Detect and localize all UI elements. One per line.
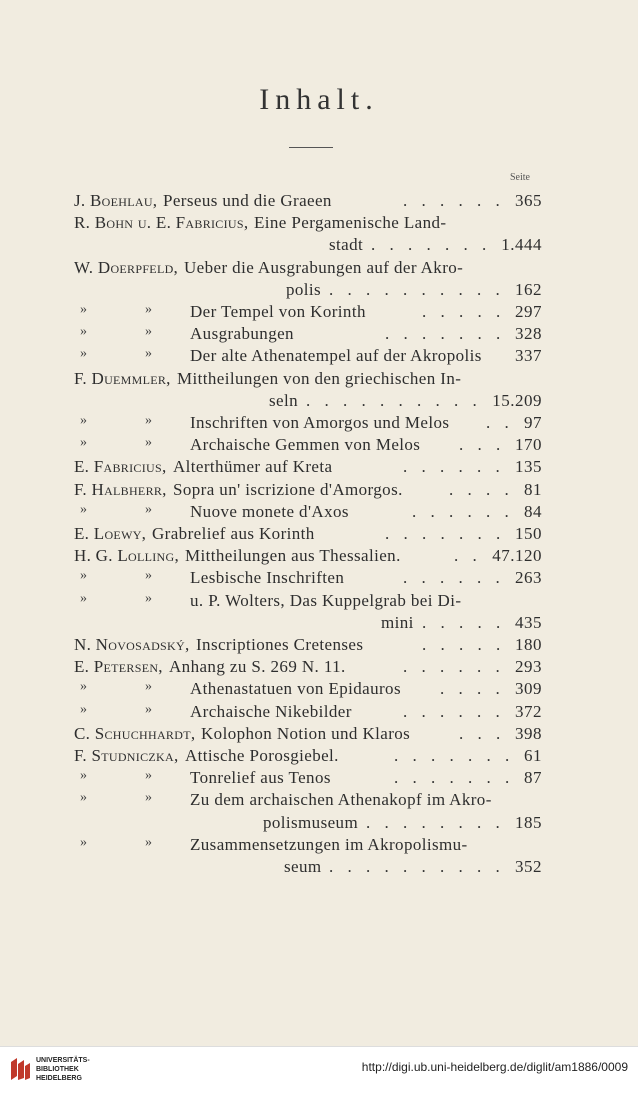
toc-title: Lesbische Inschriften — [190, 568, 345, 588]
leader-dots: . . . . . — [422, 635, 506, 654]
ditto-mark: » — [80, 590, 87, 606]
toc-entry — [0, 258, 638, 280]
toc-title: Anhang zu S. 269 N. 11. — [169, 657, 346, 677]
leader-dots: . . . . . . . — [394, 746, 515, 765]
toc-title: Mittheilungen von den griechischen In- — [177, 368, 462, 388]
ditto-mark: » — [145, 768, 152, 784]
page-number: 435 — [515, 612, 542, 632]
toc-title: Der Tempel von Korinth — [190, 302, 366, 321]
ditto-mark: » — [145, 568, 152, 584]
toc-author: E. Petersen, — [74, 657, 163, 677]
toc-entry — [0, 302, 638, 324]
toc-title: Der alte Athenatempel auf der Akropolis — [190, 346, 482, 366]
library-name-line: UNIVERSITÄTS- — [36, 1057, 90, 1064]
toc-title: Athenastatuen von Epidauros — [190, 679, 401, 699]
page-title: Inhalt. — [259, 83, 379, 116]
page-number: 185 — [515, 812, 542, 832]
leader-dots: . . . . — [449, 479, 514, 499]
ditto-mark: » — [80, 679, 87, 695]
ditto-mark: » — [145, 590, 152, 606]
toc-title: mini — [381, 612, 414, 632]
toc-entry — [0, 502, 638, 524]
leader-dots: . . . . . . — [403, 657, 505, 677]
page-number: 352 — [515, 857, 542, 876]
page-number: 398 — [515, 723, 542, 743]
leader-dots: . . . . — [440, 679, 505, 699]
page-number: 97 — [524, 413, 542, 432]
ditto-mark: » — [145, 435, 152, 451]
library-name-line: BIBLIOTHEK — [36, 1066, 79, 1073]
leader-dots: . . — [486, 413, 514, 432]
university-library-logo-icon — [8, 1056, 32, 1082]
toc-entry — [0, 191, 638, 213]
leader-dots: . . . — [459, 435, 506, 455]
leader-dots: . . . . . . . . . . — [329, 857, 505, 876]
leader-dots: . . . . . . — [403, 701, 505, 721]
toc-entry — [0, 591, 638, 613]
toc-entry — [0, 391, 638, 413]
toc-title: Inscriptiones Cretenses — [196, 635, 364, 654]
toc-entry — [0, 457, 638, 479]
toc-entry — [0, 346, 638, 368]
ditto-mark: » — [145, 302, 152, 317]
toc-title: Zu dem archaischen Athenakopf im Akro- — [190, 790, 492, 810]
ditto-mark: » — [145, 679, 152, 695]
ditto-mark: » — [145, 834, 152, 850]
toc-entry — [0, 857, 638, 879]
toc-entry — [0, 746, 638, 768]
page-number: 61 — [524, 746, 542, 765]
page-number: 87 — [524, 768, 542, 788]
toc-title: Archaische Nikebilder — [190, 701, 352, 721]
ditto-mark: » — [145, 324, 152, 340]
toc-author: W. Doerpfeld, — [74, 257, 179, 277]
viewer-footer — [0, 1046, 638, 1093]
page-number: 263 — [515, 568, 542, 588]
toc-title: Alterthümer auf Kreta — [173, 457, 333, 477]
leader-dots: . . . . . . . — [385, 524, 506, 543]
toc-entry — [0, 768, 638, 790]
ditto-mark: » — [80, 501, 87, 517]
page-number: 150 — [515, 524, 542, 543]
toc-entry — [0, 435, 638, 457]
toc-entry — [0, 568, 638, 590]
toc-entry — [0, 635, 638, 657]
toc-entry — [0, 235, 638, 257]
ditto-mark: » — [145, 790, 152, 806]
toc-title: Inschriften von Amorgos und Melos — [190, 413, 450, 432]
ditto-mark: » — [145, 346, 152, 362]
toc-entry — [0, 657, 638, 679]
toc-entry — [0, 835, 638, 857]
toc-title: Ausgrabungen — [190, 324, 294, 344]
toc-entry — [0, 546, 638, 568]
leader-dots: . . . — [459, 723, 506, 743]
page-number: 15.209 — [492, 390, 542, 410]
toc-author: E. Fabricius, — [74, 457, 167, 477]
leader-dots: . . . . . . . — [394, 768, 515, 788]
toc-entry — [0, 790, 638, 812]
library-name — [36, 1056, 90, 1083]
page-number: 81 — [524, 479, 542, 499]
toc-author: J. Boehlau, — [74, 191, 158, 210]
leader-dots: . . . . . . — [403, 191, 505, 210]
ditto-mark: » — [80, 413, 87, 428]
leader-dots: . . . . . — [422, 612, 506, 632]
toc-author: F. Halbherr, — [74, 479, 167, 499]
ditto-mark: » — [80, 302, 87, 317]
toc-title: Sopra un' iscrizione d'Amorgos. — [173, 479, 403, 499]
toc-entry — [0, 524, 638, 546]
toc-title: Nuove monete d'Axos — [190, 501, 349, 521]
leader-dots: . . . . . — [422, 302, 506, 321]
toc-title: Zusammensetzungen im Akropolismu- — [190, 834, 468, 854]
toc-title: Perseus und die Graeen — [163, 191, 332, 210]
page-number: 372 — [515, 701, 542, 721]
library-name-line: HEIDELBERG — [36, 1075, 82, 1082]
ditto-mark: » — [80, 324, 87, 340]
toc-author: C. Schuchhardt, — [74, 723, 196, 743]
leader-dots: . . . . . . . — [385, 324, 506, 344]
toc-entry — [0, 213, 638, 235]
toc-author: R. Bohn u. E. Fabricius, — [74, 213, 249, 233]
page-number: 328 — [515, 324, 542, 344]
ditto-mark: » — [80, 435, 87, 451]
page-number: 293 — [515, 657, 542, 677]
toc-author: E. Loewy, — [74, 524, 147, 543]
ditto-mark: » — [80, 701, 87, 717]
toc-title: Grabrelief aus Korinth — [152, 524, 315, 543]
toc-entry — [0, 480, 638, 502]
title-rule — [289, 147, 333, 148]
ditto-mark: » — [145, 701, 152, 717]
toc-title: Ueber die Ausgrabungen auf der Akro- — [184, 257, 464, 277]
toc-author: F. Studniczka, — [74, 746, 179, 765]
toc-entry — [0, 813, 638, 835]
toc-entry — [0, 324, 638, 346]
toc-entry — [0, 369, 638, 391]
toc-title: Mittheilungen aus Thessalien. — [185, 546, 401, 566]
page-number: 135 — [515, 457, 542, 477]
page-number: 47.120 — [492, 546, 542, 566]
leader-dots: . . — [454, 546, 482, 566]
toc-title: Archaische Gemmen von Melos — [190, 435, 421, 455]
ditto-mark: » — [80, 568, 87, 584]
toc-entry — [0, 679, 638, 701]
toc-author: H. G. Lolling, — [74, 546, 180, 566]
leader-dots: . . . . . . . . . . — [306, 390, 482, 410]
leader-dots: . . . . . . . . — [366, 812, 505, 832]
toc-title: Attische Porosgiebel. — [185, 746, 339, 765]
leader-dots: . . . . . . — [403, 457, 505, 477]
toc-author: N. Novosadský, — [74, 635, 190, 654]
ditto-mark: » — [80, 346, 87, 362]
toc-title: stadt — [329, 235, 364, 255]
toc-entry — [0, 413, 638, 435]
leader-dots: . . . . . . — [412, 501, 514, 521]
ditto-mark: » — [80, 834, 87, 850]
toc-entry — [0, 280, 638, 302]
ditto-mark: » — [80, 768, 87, 784]
source-url-link[interactable]: http://digi.ub.uni-heidelberg.de/diglit/am1886/0009 — [361, 1060, 628, 1074]
page-number: 1.444 — [501, 235, 542, 255]
toc-title: polis — [286, 279, 322, 299]
ditto-mark: » — [145, 413, 152, 428]
leader-dots: . . . . . . . . . . — [329, 279, 505, 299]
seite-label: Seite — [510, 172, 530, 183]
ditto-mark: » — [80, 790, 87, 806]
toc-author: F. Duemmler, — [74, 368, 171, 388]
toc-title: polismuseum — [263, 812, 359, 832]
toc-title: Tonrelief aus Tenos — [190, 768, 331, 788]
page-number: 162 — [515, 279, 542, 299]
toc-entry — [0, 613, 638, 635]
page-number: 309 — [515, 679, 542, 699]
leader-dots: . . . . . . — [403, 568, 505, 588]
toc-title: seln — [269, 390, 298, 410]
toc-title: Eine Pergamenische Land- — [254, 213, 447, 233]
toc-title: u. P. Wolters, Das Kuppelgrab bei Di- — [190, 590, 462, 610]
page-number: 180 — [515, 635, 542, 654]
leader-dots: . . . . . . . — [371, 235, 492, 255]
toc-title: seum — [284, 857, 322, 876]
page-number: 170 — [515, 435, 542, 455]
toc-title: Kolophon Notion und Klaros — [201, 723, 411, 743]
page-number: 337 — [515, 346, 542, 366]
toc-entry — [0, 702, 638, 724]
page-number: 84 — [524, 501, 542, 521]
ditto-mark: » — [145, 501, 152, 517]
toc-entry — [0, 724, 638, 746]
page-number: 297 — [515, 302, 542, 321]
page-number: 365 — [515, 191, 542, 210]
